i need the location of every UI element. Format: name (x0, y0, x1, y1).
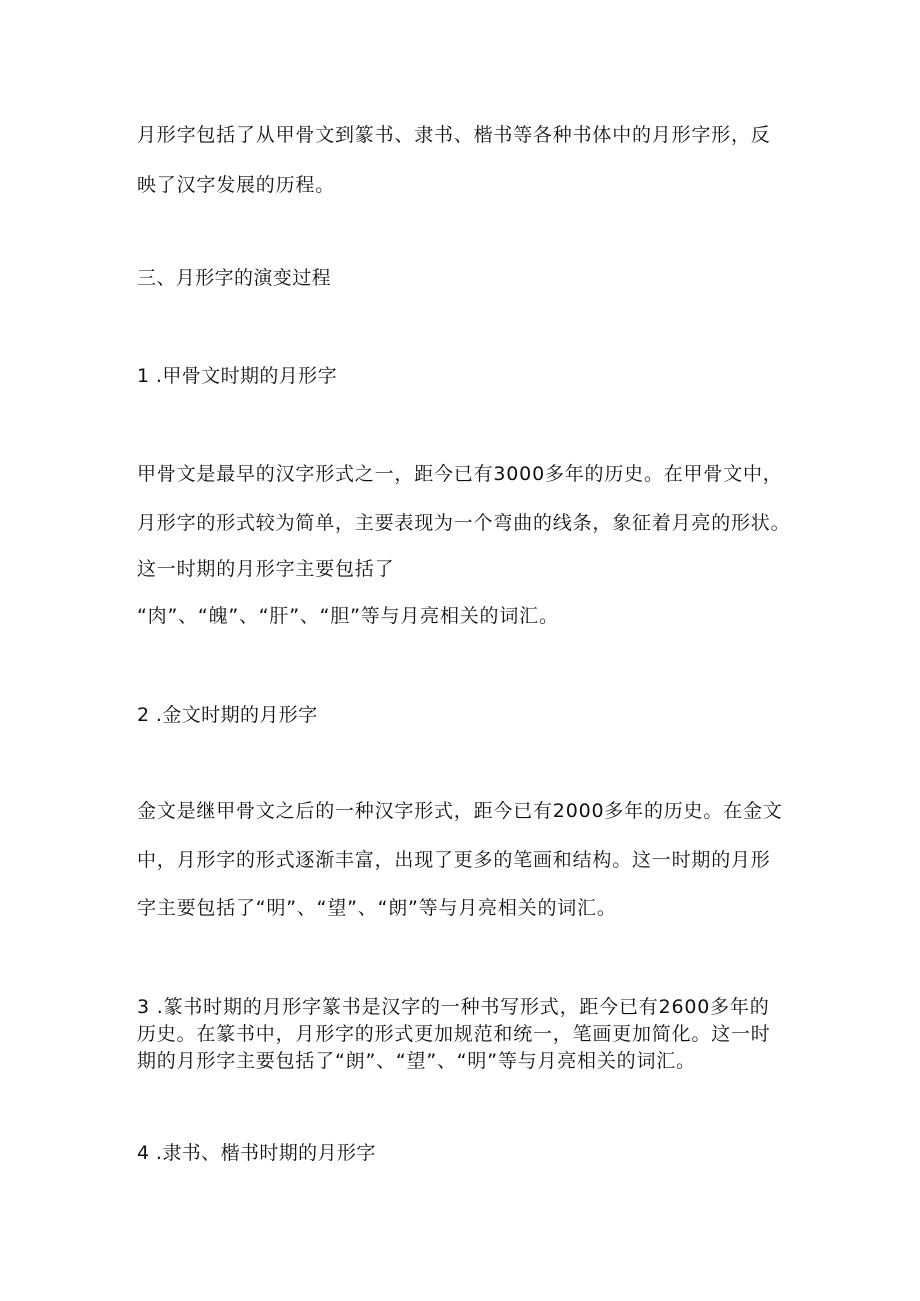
section-2-line-1: 金文是继甲骨文之后的一种汉字形式，距今已有2000多年的历史。在金文 (137, 800, 783, 822)
section-1-line-1: 甲骨文是最早的汉字形式之一，距今已有3000多年的历史。在甲骨文中， (137, 463, 783, 485)
section-3-line-2: 历史。在篆书中，月形字的形式更加规范和统一，笔画更加简化。这一时 (137, 1023, 771, 1045)
section-2-line-2: 中，月形字的形式逐渐丰富，出现了更多的笔画和结构。这一时期的月形 (137, 849, 771, 871)
section-1-line-4: “肉”、“魄”、“肝”、“胆”等与月亮相关的词汇。 (137, 605, 559, 627)
section-3-line-1: 3 .篆书时期的月形字篆书是汉字的一种书写形式，距今已有2600多年的 (137, 996, 770, 1018)
section-4-heading: 4 .隶书、楷书时期的月形字 (137, 1142, 376, 1164)
section-1-line-3: 这一时期的月形字主要包括了 (137, 558, 395, 580)
intro-line-1: 月形字包括了从甲骨文到篆书、隶书、楷书等各种书体中的月形字形，反 (137, 124, 771, 146)
section-3-line-3: 期的月形字主要包括了“朗”、“望”、“明”等与月亮相关的词汇。 (137, 1050, 696, 1072)
section-2-heading: 2 .金文时期的月形字 (137, 704, 318, 726)
section-2-line-3: 字主要包括了“明”、“望”、“朗”等与月亮相关的词汇。 (137, 897, 617, 919)
section-1-line-2: 月形字的形式较为简单，主要表现为一个弯曲的线条，象征着月亮的形状。 (137, 512, 791, 534)
intro-line-2: 映了汉字发展的历程。 (137, 174, 336, 196)
section-title: 三、月形字的演变过程 (137, 267, 332, 289)
section-1-heading: 1 .甲骨文时期的月形字 (137, 365, 337, 387)
